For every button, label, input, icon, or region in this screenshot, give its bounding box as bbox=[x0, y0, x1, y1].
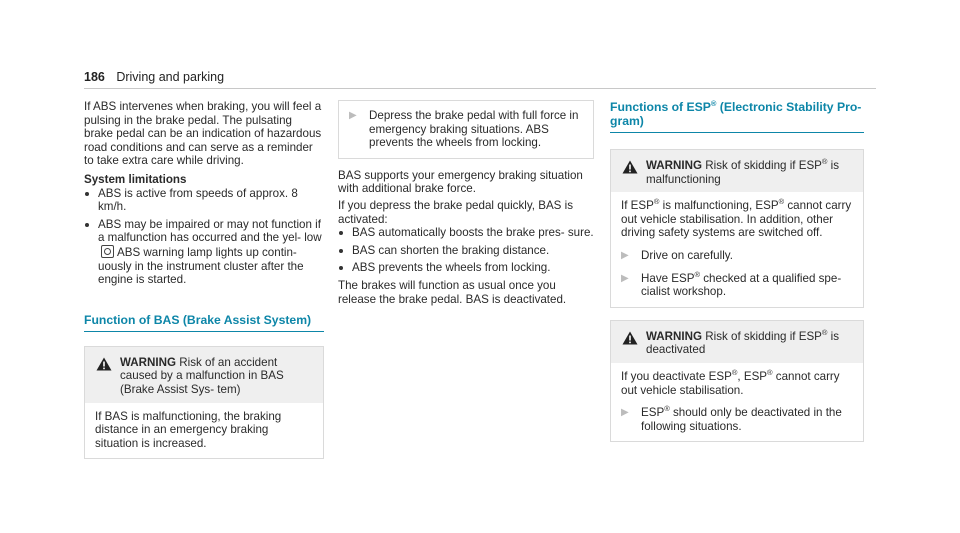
abs-step-box bbox=[338, 100, 594, 159]
warning-body: If BAS is malfunctioning, the braking distance in an emergency braking situation is increased. bbox=[95, 409, 282, 450]
limitations-list bbox=[84, 187, 324, 287]
step-arrow-icon: ▶ bbox=[621, 249, 629, 261]
bas-paragraph: If you depress the brake pedal quickly, BAS is activated: bbox=[338, 198, 574, 226]
warning-body: If you deactivate ESP®, ESP® cannot carry out vehicle stabilisation. ▶ ESP® should only be deactivated in the following situations. bbox=[611, 363, 863, 441]
header-rule bbox=[84, 88, 876, 89]
bas-warning-box bbox=[84, 346, 324, 460]
step-arrow-icon: ▶ bbox=[621, 407, 629, 419]
list-item: BAS can shorten the braking distance. bbox=[338, 244, 594, 258]
instruction-step: ▶ ESP® should only be deactivated in the following situations. bbox=[621, 404, 842, 433]
bas-list bbox=[338, 226, 594, 275]
instruction-step: ▶ Have ESP® checked at a qualified spe- cialist workshop. bbox=[621, 269, 842, 299]
column-2 bbox=[338, 100, 594, 306]
warning-triangle-icon bbox=[95, 357, 113, 371]
column-1 bbox=[84, 100, 324, 459]
esp-deactivated-warning-box bbox=[610, 320, 864, 443]
list-item: BAS automatically boosts the brake pres- sure. bbox=[338, 226, 594, 240]
bas-paragraph: BAS supports your emergency braking situation with additional brake force. bbox=[338, 168, 583, 196]
page-header bbox=[84, 70, 224, 84]
list-item: ABS prevents the wheels from locking. bbox=[338, 261, 594, 275]
instruction-step: ▶ Depress the brake pedal with full force in emergency braking situations. ABS prevents the wheels from locking. bbox=[349, 109, 579, 150]
page-number: 186 bbox=[84, 70, 105, 84]
column-3 bbox=[610, 100, 864, 442]
warning-header: WARNING Risk of skidding if ESP® is malfunctioning bbox=[611, 150, 863, 192]
warning-text: Risk of an accident caused by a malfunction in BAS (Brake Assist Sys- tem) bbox=[120, 355, 284, 396]
warning-body: If ESP® is malfunctioning, ESP® cannot carry out vehicle stabilisation. In addition, other driving safety systems are switched off. ▶ Drive on carefully. ▶ Have ESP® checked at a qualified spe- cialist workshop. bbox=[621, 197, 852, 299]
warning-label: WARNING bbox=[646, 329, 703, 343]
warning-header bbox=[85, 347, 323, 403]
warning-label: WARNING bbox=[120, 355, 177, 369]
abs-intro-paragraph: If ABS intervenes when braking, you will feel a pulsing in the brake pedal. The pulsating brake pedal can be an indication of hazardous road conditions and can serve as a reminder to take extra care while driving. bbox=[84, 100, 322, 168]
esp-malfunction-warning-box bbox=[610, 149, 864, 308]
instruction-step: ▶ Drive on carefully. bbox=[621, 248, 733, 262]
list-item: ABS is active from speeds of approx. 8 km/h. bbox=[84, 187, 324, 214]
warning-triangle-icon bbox=[621, 331, 639, 345]
warning-triangle-icon bbox=[621, 160, 639, 174]
bas-paragraph: The brakes will function as usual once you release the brake pedal. BAS is deactivated. bbox=[338, 278, 567, 306]
warning-header: WARNING Risk of skidding if ESP® is deactivated bbox=[611, 321, 863, 363]
list-item: ABS may be impaired or may not function if a malfunction has occurred and the yel- lowABS warning lamp lights up contin- uously in the instrument cluster after the engine is started. bbox=[84, 218, 324, 287]
step-arrow-icon: ▶ bbox=[621, 272, 629, 284]
chapter-title: Driving and parking bbox=[116, 70, 225, 84]
abs-warning-icon bbox=[101, 245, 114, 258]
bas-section-title: Function of BAS (Brake Assist System) bbox=[84, 313, 324, 332]
system-limitations-heading: System limitations bbox=[84, 172, 187, 186]
esp-section-title: Functions of ESP® (Electronic Stability Pro- gram) bbox=[610, 100, 864, 133]
step-arrow-icon: ▶ bbox=[349, 110, 357, 121]
warning-label: WARNING bbox=[646, 159, 703, 172]
